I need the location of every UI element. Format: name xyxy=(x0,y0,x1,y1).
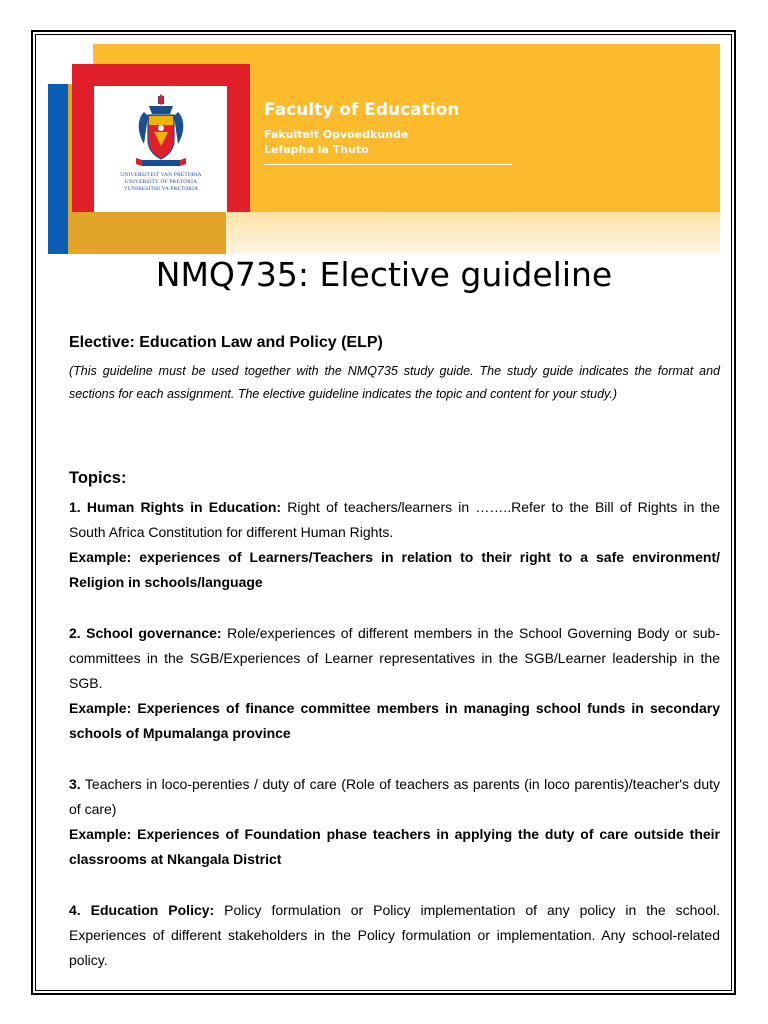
university-name xyxy=(100,172,222,193)
page-title: NMQ735: Elective guideline xyxy=(155,255,613,294)
topic-text: Role/experiences of different members in the School Governing Body or sub-committees in the SGB/Experiences of Learner representatives in the SGB/Learner leadership in the SGB. xyxy=(69,625,721,691)
university-name-line: UNIVERSITEIT VAN PRETORIA xyxy=(120,172,202,178)
topic-example: Example: experiences of Learners/Teachers in relation to their right to a safe environment/ Religion in schools/language xyxy=(69,549,720,590)
faculty-banner xyxy=(48,44,720,254)
topic-description xyxy=(69,495,720,545)
topic-description xyxy=(69,898,720,973)
topic-text: Teachers in loco-perenties / duty of care (Role of teachers as parents (in loco parentis)/teacher's duty of care) xyxy=(69,776,720,817)
topic-block xyxy=(69,898,720,973)
elective-heading: Elective: Education Law and Policy (ELP) xyxy=(69,334,383,351)
university-name-line: YUNIBESITHI YA PRETORIA xyxy=(123,186,199,192)
topic-text: Policy formulation or Policy implementation of any policy in the school. Experiences of different stakeholders in the Policy formulation or implementation. Any school-related policy. xyxy=(69,902,721,968)
topic-example: Example: Experiences of finance committee members in managing school funds in secondary schools of Mpumalanga province xyxy=(69,700,720,741)
university-name-line: UNIVERSITY OF PRETORIA xyxy=(124,179,198,185)
university-crest-icon xyxy=(100,94,222,172)
topic-label: 1. Human Rights in Education: xyxy=(69,499,282,515)
topic-text: Right of teachers/learners in ……..Refer to the Bill of Rights in the South Africa Constitution for different Human Rights. xyxy=(69,499,720,540)
topic-block xyxy=(69,772,720,872)
topic-label: 4. Education Policy: xyxy=(69,902,215,918)
topic-description xyxy=(69,621,720,696)
topic-description xyxy=(69,772,720,822)
usage-note: (This guideline must be used together with the NMQ735 study guide. The study guide indicates the format and sections for each assignment. The elective guideline indicates the topic and content for your study.) xyxy=(69,364,720,401)
topics-heading: Topics: xyxy=(69,469,127,487)
topic-example: Example: Experiences of Foundation phase teachers in applying the duty of care outside their classrooms at Nkangala District xyxy=(69,826,720,867)
topic-label: 2. School governance: xyxy=(69,625,222,641)
faculty-afrikaans: Fakulteit Opvoedkunde xyxy=(264,128,409,141)
faculty-title: Faculty of Education xyxy=(264,100,460,120)
faculty-sepedi: Lefapha la Thuto xyxy=(264,143,369,156)
banner-divider xyxy=(264,164,512,165)
topic-block xyxy=(69,621,720,746)
topic-block xyxy=(69,495,720,595)
topic-label: 3. xyxy=(69,776,81,792)
